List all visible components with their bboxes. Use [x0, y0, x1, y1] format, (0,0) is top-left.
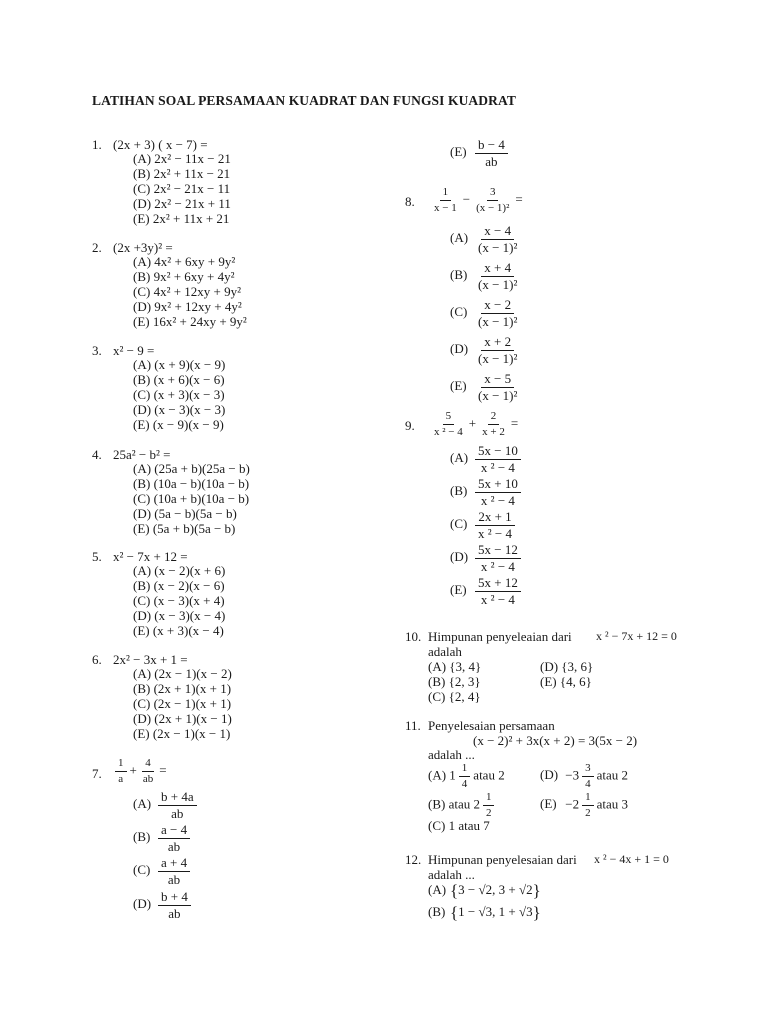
fraction-denominator: ab [167, 872, 181, 887]
fraction-numerator: 1 [483, 791, 495, 806]
option-label: (B) [450, 483, 468, 499]
answer-option[interactable] [428, 762, 505, 791]
answer-option[interactable]: (A) (25a + b)(25a − b) [133, 461, 250, 476]
equals-sign: = [510, 415, 519, 431]
answer-option[interactable]: (D) {3, 6} [540, 659, 594, 674]
option-label: (E) [450, 144, 467, 160]
fraction [475, 576, 521, 607]
option-label: (E) [450, 378, 467, 394]
fraction [475, 444, 521, 475]
fraction-denominator: x − 1 [434, 202, 457, 214]
fraction-numerator: x + 4 [481, 261, 514, 277]
fraction [475, 372, 520, 403]
fraction-numerator: 5x + 12 [475, 576, 521, 592]
fraction [473, 186, 512, 215]
fraction [483, 791, 495, 820]
option-label: (B) [450, 267, 468, 283]
fraction-denominator: x ² − 4 [434, 426, 463, 438]
answer-option[interactable] [450, 444, 524, 475]
answer-option[interactable]: (D) (x − 3)(x − 4) [133, 608, 226, 623]
fraction-numerator: 5x + 10 [475, 477, 521, 493]
answer-option[interactable] [450, 261, 523, 292]
left-brace: { [450, 903, 459, 922]
fraction-numerator: a − 4 [158, 823, 190, 839]
fraction [431, 410, 466, 439]
fraction-numerator: 1 [582, 791, 594, 806]
question-number: 3. [92, 343, 102, 358]
answer-option[interactable]: (E) {4, 6} [540, 674, 592, 689]
answer-option[interactable]: (C) 1 atau 7 [428, 818, 490, 833]
fraction [582, 762, 594, 791]
question-stem: Penyelesaian persamaan [428, 718, 555, 733]
fraction-numerator: 2 [488, 410, 500, 425]
answer-option[interactable] [133, 856, 193, 887]
answer-option[interactable] [428, 903, 541, 923]
option-label: (A) [428, 881, 447, 897]
answer-option[interactable] [133, 790, 200, 821]
fraction [475, 477, 521, 508]
fraction-numerator: 2x + 1 [475, 510, 514, 526]
question-stem [112, 757, 167, 786]
fraction [475, 335, 520, 366]
option-label: (A) [450, 230, 469, 246]
question-stem: x² − 7x + 12 = [113, 549, 188, 564]
fraction [431, 186, 460, 215]
fraction-denominator: 2 [485, 807, 492, 819]
question-number: 8. [405, 194, 415, 209]
option-label: (E) [540, 796, 557, 812]
answer-option[interactable] [450, 298, 523, 329]
fraction-denominator: x ² − 4 [480, 460, 515, 475]
option-label: (C) [450, 304, 468, 320]
question-stem-cont: adalah ... [428, 867, 475, 882]
answer-option[interactable]: (E) (x − 9)(x − 9) [133, 417, 224, 432]
option-label: (A) [450, 450, 469, 466]
fraction-denominator: 4 [461, 778, 468, 790]
answer-option[interactable]: (A) (2x − 1)(x − 2) [133, 666, 232, 681]
fraction-denominator: (x − 1)² [478, 240, 518, 255]
answer-option[interactable]: (B) {2, 3} [428, 674, 481, 689]
option-text: atau 2 [473, 767, 505, 783]
answer-option[interactable]: (D) (5a − b)(5a − b) [133, 506, 237, 521]
question-stem: x² − 9 = [113, 343, 155, 358]
question-number: 2. [92, 240, 102, 255]
fraction-denominator: x ² − 4 [480, 493, 515, 508]
set-values: 3 − √2, 3 + √2 [458, 881, 533, 897]
answer-option[interactable]: (B) (10a − b)(10a − b) [133, 476, 250, 491]
answer-option[interactable] [133, 890, 194, 921]
option-text: atau 3 [596, 796, 628, 812]
fraction-numerator: b + 4a [158, 790, 197, 806]
answer-option[interactable]: (B) (2x + 1)(x + 1) [133, 681, 232, 696]
answer-option[interactable] [450, 372, 523, 403]
question-expression: (x − 2)² + 3x(x + 2) = 3(5x − 2) [473, 733, 638, 748]
question-stem: (2x + 3) ( x − 7) = [113, 137, 208, 152]
answer-option[interactable] [540, 762, 628, 791]
answer-option[interactable]: (C) 2x² − 21x − 11 [133, 181, 231, 196]
question-number: 7. [92, 766, 102, 781]
question-number: 1. [92, 137, 102, 152]
option-label: (D) [540, 767, 559, 783]
answer-option[interactable]: (D) 2x² − 21x + 11 [133, 196, 231, 211]
answer-option[interactable]: (E) (2x − 1)(x − 1) [133, 726, 231, 741]
answer-option[interactable]: (C) (10a + b)(10a − b) [133, 491, 250, 506]
fraction [158, 890, 191, 921]
fraction [158, 790, 197, 821]
fraction-denominator: a [118, 773, 124, 785]
answer-option[interactable] [450, 477, 524, 508]
right-brace: } [532, 903, 541, 922]
fraction-denominator: ab [168, 906, 181, 921]
answer-option[interactable]: (C) (x + 3)(x − 3) [133, 387, 225, 402]
question-number: 11. [405, 718, 421, 733]
fraction [158, 823, 190, 854]
question-stem [428, 410, 518, 439]
fraction [158, 856, 190, 887]
answer-option[interactable] [540, 791, 628, 820]
option-prefix: −2 [565, 796, 580, 812]
answer-option[interactable] [450, 138, 511, 169]
option-label: (D) [450, 549, 469, 565]
option-label: (A) [133, 796, 152, 812]
operator-sign: − [462, 191, 471, 207]
question-expression: x ² − 4x + 1 = 0 [594, 852, 669, 866]
answer-option[interactable] [450, 543, 524, 574]
fraction-denominator: ab [142, 773, 154, 785]
answer-option[interactable]: (B) 9x² + 6xy + 4y² [133, 269, 235, 284]
fraction-denominator: 4 [585, 778, 591, 790]
answer-option[interactable]: (C) 4x² + 12xy + 9y² [133, 284, 242, 299]
fraction-denominator: x + 2 [482, 426, 505, 438]
fraction-denominator: 2 [585, 807, 591, 819]
option-label: (C) [133, 862, 151, 878]
option-label: (B) [133, 829, 151, 845]
fraction-numerator: 4 [142, 757, 154, 772]
fraction-numerator: 3 [487, 186, 499, 201]
fraction-numerator: 1 [459, 762, 471, 777]
fraction-numerator: b + 4 [158, 890, 191, 906]
fraction-numerator: 5x − 10 [475, 444, 521, 460]
answer-option[interactable]: (A) {3, 4} [428, 659, 482, 674]
question-stem: 2x² − 3x + 1 = [113, 652, 188, 667]
option-label: (D) [133, 896, 152, 912]
fraction-denominator: x ² − 4 [480, 559, 515, 574]
fraction-denominator: x ² − 4 [480, 592, 515, 607]
question-number: 5. [92, 549, 102, 564]
fraction [475, 261, 520, 292]
option-prefix: −3 [565, 767, 580, 783]
answer-option[interactable] [450, 335, 523, 366]
question-stem: (2x +3y)² = [113, 240, 173, 255]
question-stem: Himpunan penyelesaian dari [428, 852, 577, 867]
question-number: 4. [92, 447, 102, 462]
answer-option[interactable]: (B) (x + 6)(x − 6) [133, 372, 225, 387]
answer-option[interactable] [428, 881, 541, 901]
fraction-denominator: ab [167, 839, 181, 854]
answer-option[interactable]: (D) 9x² + 12xy + 4y² [133, 299, 242, 314]
answer-option[interactable] [428, 791, 497, 820]
question-stem-cont: adalah [428, 644, 462, 659]
answer-option[interactable]: (C) {2, 4} [428, 689, 481, 704]
answer-option[interactable] [450, 510, 518, 541]
option-text: atau 2 [596, 767, 628, 783]
answer-option[interactable]: (E) (5a + b)(5a − b) [133, 521, 236, 536]
fraction-denominator: ab [485, 154, 498, 169]
page-title: LATIHAN SOAL PERSAMAAN KUADRAT DAN FUNGSI KUADRAT [92, 93, 516, 108]
fraction [475, 510, 515, 541]
question-stem [428, 186, 523, 215]
answer-option[interactable]: (B) (x − 2)(x − 6) [133, 578, 225, 593]
option-label: (B) atau 2 [428, 796, 480, 812]
fraction [475, 138, 508, 169]
fraction-numerator: 1 [440, 186, 452, 201]
fraction-denominator: ab [171, 806, 184, 821]
fraction-denominator: (x − 1)² [478, 351, 518, 366]
fraction [479, 410, 508, 439]
fraction [140, 757, 156, 786]
question-stem: 25a² − b² = [113, 447, 171, 462]
left-brace: { [450, 881, 459, 900]
answer-option[interactable]: (A) (x + 9)(x − 9) [133, 357, 226, 372]
fraction-numerator: x + 2 [481, 335, 514, 351]
fraction [475, 298, 520, 329]
answer-option[interactable]: (E) (x + 3)(x − 4) [133, 623, 224, 638]
answer-option[interactable]: (E) 16x² + 24xy + 9y² [133, 314, 247, 329]
question-stem-cont: adalah ... [428, 747, 475, 762]
fraction-numerator: a + 4 [158, 856, 190, 872]
fraction [115, 757, 127, 786]
fraction-denominator: (x − 1)² [478, 314, 518, 329]
equals-sign: = [159, 762, 167, 778]
answer-option[interactable]: (A) 2x² − 11x − 21 [133, 151, 231, 166]
question-expression: x ² − 7x + 12 = 0 [596, 629, 677, 643]
fraction-denominator: (x − 1)² [476, 202, 510, 214]
option-label: (A) 1 [428, 767, 456, 783]
fraction-denominator: (x − 1)² [478, 277, 518, 292]
option-label: (B) [428, 903, 446, 919]
fraction-numerator: 3 [582, 762, 594, 777]
answer-option[interactable]: (C) (x − 3)(x + 4) [133, 593, 225, 608]
answer-option[interactable]: (D) (2x + 1)(x − 1) [133, 711, 232, 726]
option-label: (C) [450, 516, 468, 532]
fraction [475, 224, 520, 255]
fraction [459, 762, 471, 791]
option-label: (E) [450, 582, 467, 598]
question-number: 6. [92, 652, 102, 667]
answer-option[interactable]: (A) (x − 2)(x + 6) [133, 563, 226, 578]
fraction-numerator: x − 5 [481, 372, 514, 388]
fraction-numerator: x − 2 [481, 298, 514, 314]
equals-sign: = [515, 191, 523, 207]
fraction-numerator: b − 4 [475, 138, 508, 154]
fraction [475, 543, 521, 574]
operator-sign: + [129, 762, 137, 778]
fraction-denominator: (x − 1)² [478, 388, 518, 403]
fraction-numerator: 5 [443, 410, 455, 425]
answer-option[interactable] [450, 576, 524, 607]
answer-option[interactable] [450, 224, 523, 255]
question-stem: Himpunan penyeleaian dari [428, 629, 572, 644]
fraction-numerator: x − 4 [481, 224, 514, 240]
set-values: 1 − √3, 1 + √3 [458, 903, 533, 919]
fraction-numerator: 1 [115, 757, 127, 772]
answer-option[interactable]: (E) 2x² + 11x + 21 [133, 211, 230, 226]
question-number: 12. [405, 852, 422, 867]
right-brace: } [532, 881, 541, 900]
fraction [582, 791, 594, 820]
operator-sign: + [468, 415, 477, 431]
question-number: 10. [405, 629, 422, 644]
question-number: 9. [405, 418, 415, 433]
fraction-denominator: x ² − 4 [478, 526, 512, 541]
option-label: (D) [450, 341, 469, 357]
answer-option[interactable]: (C) (2x − 1)(x + 1) [133, 696, 232, 711]
fraction-numerator: 5x − 12 [475, 543, 521, 559]
answer-option[interactable]: (D) (x − 3)(x − 3) [133, 402, 226, 417]
answer-option[interactable] [133, 823, 193, 854]
answer-option[interactable]: (A) 4x² + 6xy + 9y² [133, 254, 236, 269]
answer-option[interactable]: (B) 2x² + 11x − 21 [133, 166, 231, 181]
